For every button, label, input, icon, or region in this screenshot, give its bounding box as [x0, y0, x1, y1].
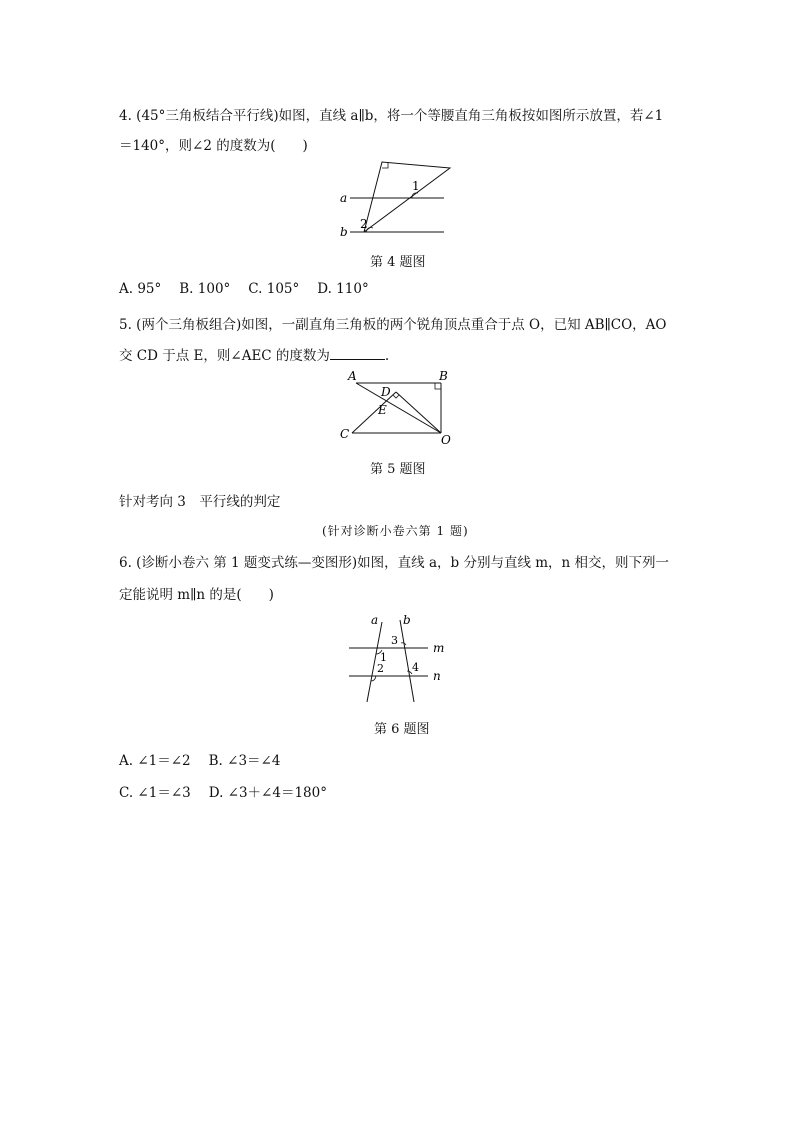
q6-options-row1	[119, 749, 280, 769]
q5-label-o: O	[441, 433, 451, 446]
q4-label-b: b	[340, 225, 348, 239]
q4-label-angle1: 1	[412, 179, 420, 193]
q6-label-angle2: 2	[377, 662, 384, 675]
q6-label-m: m	[433, 641, 445, 655]
q6-stem-line1: 6. (诊断小卷六 第 1 题变式练—变图形)如图，直线 a，b 分别与直线 m，n 相交，则下列一	[119, 555, 670, 571]
q6-option-b: B. ∠3＝∠4	[208, 753, 281, 769]
q6-option-d: D. ∠3＋∠4＝180°	[208, 785, 327, 801]
q5-figure	[338, 368, 458, 446]
q4-label-angle2: 2	[360, 217, 368, 231]
q4-figure	[336, 158, 460, 242]
section-title: 针对考向 3 平行线的判定	[119, 494, 281, 510]
q5-stem-line2-period: .	[384, 348, 390, 364]
q5-stem-line2-text: 交 CD 于点 E，则∠AEC 的度数为	[119, 348, 330, 364]
q4-option-c: C. 105°	[248, 281, 300, 297]
q6-label-angle4: 4	[412, 661, 419, 674]
q5-label-c: C	[340, 427, 350, 441]
q5-label-a: A	[348, 369, 357, 383]
q6-label-a: a	[371, 613, 379, 627]
q6-label-b: b	[403, 613, 411, 627]
q4-option-d: D. 110°	[317, 281, 369, 297]
section-subtitle: (针对诊断小卷六第 1 题)	[322, 524, 469, 538]
q5-segment-ao	[356, 383, 441, 433]
q6-label-angle1: 1	[380, 651, 387, 664]
q5-label-b: B	[439, 369, 448, 383]
q4-option-a: A. 95°	[119, 281, 162, 297]
q5-right-angle-d	[393, 395, 399, 398]
q6-label-angle3: 3	[391, 634, 398, 647]
q4-options	[119, 281, 369, 297]
q5-stem-line2	[119, 344, 389, 364]
q5-answer-blank	[330, 348, 385, 360]
q5-figure-caption: 第 5 题图	[370, 462, 426, 477]
q5-segment-do	[396, 392, 441, 433]
q6-figure	[344, 610, 448, 704]
q6-option-a: A. ∠1＝∠2	[119, 753, 191, 769]
q6-angle3-arc	[401, 643, 406, 645]
q4-stem-line2: ＝140°，则∠2 的度数为( )	[119, 138, 308, 154]
q6-stem-line2: 定能说明 m∥n 的是( )	[119, 587, 274, 603]
q4-stem-line1: 4. (45°三角板结合平行线)如图，直线 a∥b，将一个等腰直角三角板按如图所示放置，若∠1	[119, 108, 664, 124]
q6-option-c: C. ∠1＝∠3	[119, 785, 191, 801]
q5-stem-line1: 5. (两个三角板组合)如图，一副直角三角板的两个锐角顶点重合于点 O，已知 AB∥CO，AO	[119, 317, 667, 333]
q6-label-n: n	[433, 669, 441, 683]
q4-option-b: B. 100°	[179, 281, 231, 297]
q5-label-e: E	[378, 403, 387, 417]
q4-figure-caption: 第 4 题图	[370, 255, 426, 270]
q5-label-d: D	[381, 385, 391, 399]
q4-triangle	[364, 162, 450, 232]
q6-options-row2	[119, 781, 327, 801]
q6-figure-caption: 第 6 题图	[374, 722, 430, 737]
q4-label-a: a	[340, 191, 348, 205]
q5-right-angle-b	[435, 383, 441, 389]
